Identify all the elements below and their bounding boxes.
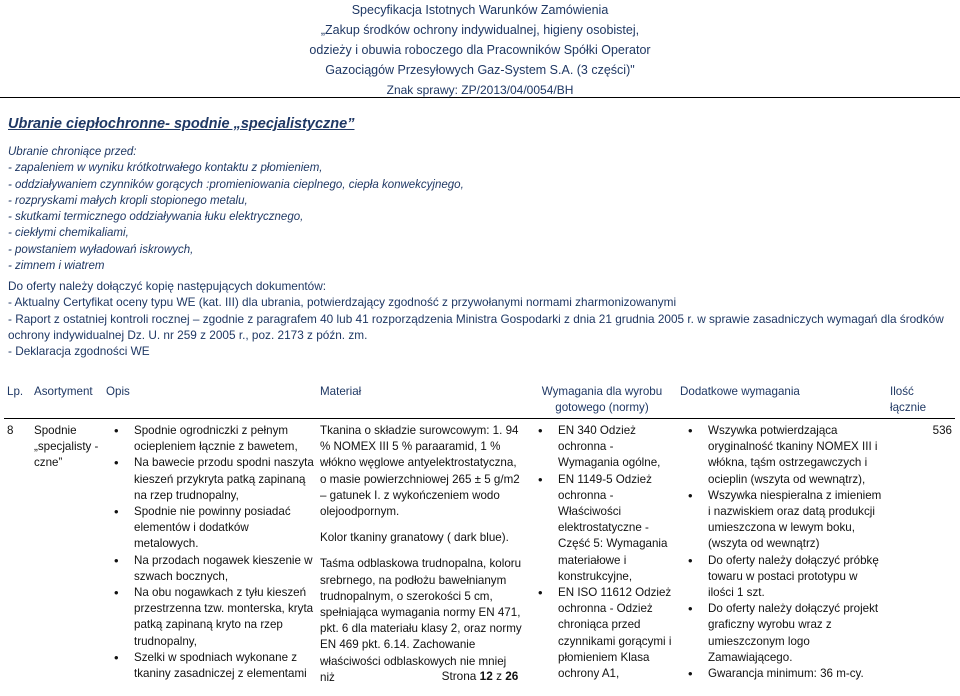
header-line-4: Gazociągów Przesyłowych Gaz-System S.A. (3 części)" [0, 60, 960, 80]
cell-lp: 8 [4, 419, 31, 696]
current-page-number: 12 [480, 669, 493, 683]
document-item: - Deklaracja zgodności WE [8, 343, 952, 359]
norm-item: • EN ISO 11612 Odzież ochronna - Odzież chroniąca przed czynnikami gorącymi i płomieniem Klasa ochrony A1, [558, 585, 674, 682]
footer-separator: z [496, 669, 502, 683]
document-item: - Aktualny Certyfikat oceny typu WE (kat. III) dla ubrania, potwierdzający zgodność z przywołanymi normami zharmonizowanymi [8, 294, 952, 310]
document-item: - Raport z ostatniej kontroli rocznej – zgodnie z paragrafem 40 lub 41 rozporządzenia Ministra Gospodarki z dnia 21 grudnia 2005 r. w sprawie zasadniczych wymagań dla środków ochrony indywidualnej Dz. U. nr 259 z 2005 r., poz. 2173 z późn. zm. [8, 311, 952, 344]
header-opis: Opis [103, 384, 317, 419]
cell-wymagania [527, 419, 677, 696]
specification-table [4, 384, 955, 696]
material-paragraph: Tkanina o składzie surowcowym: 1. 94 % NOMEX III 5 % paraaramid, 1 % włókno węglowe antyelektrostatyczna, o masie powierzchniowej 265 ± 5 g/m2 – gatunek I. z wykończeniem wodo olejoodpornym. [320, 423, 524, 520]
cell-asortyment: Spodnie „specjalisty -czne” [31, 419, 103, 696]
required-documents [8, 278, 952, 359]
header-line-2: „Zakup środków ochrony indywidualnej, higieny osobistej, [0, 20, 960, 40]
header-line-1: Specyfikacja Istotnych Warunków Zamówienia [0, 0, 960, 20]
header-lp: Lp. [4, 384, 31, 419]
hazard-item: - ciekłymi chemikaliami, [8, 225, 464, 241]
opis-item: • Na przodach nogawek kieszenie w szwach bocznych, [134, 553, 314, 585]
hazard-list [8, 144, 464, 274]
documents-intro: Do oferty należy dołączyć kopię następujących dokumentów: [8, 278, 952, 294]
hazard-item: - skutkami termicznego oddziaływania łuku elektrycznego, [8, 209, 464, 225]
header-ilosc: Ilość łącznie [887, 384, 955, 419]
requirement-item: • Wszywka niespieralna z imieniem i nazwiskiem oraz datą produkcji umieszczona w lewym boku, (wszyta od wewnątrz) [708, 488, 884, 553]
footer-prefix: Strona [442, 669, 477, 683]
total-pages: 26 [505, 669, 518, 683]
norm-item: • EN 1149-5 Odzież ochronna - Właściwości elektrostatyczne - Część 5: Wymagania materiałowe i konstrukcyjne, [558, 472, 674, 585]
cell-opis [103, 419, 317, 696]
document-header [0, 0, 960, 100]
norm-item: • EN 340 Odzież ochronna - Wymagania ogólne, [558, 423, 674, 472]
table-row [4, 419, 955, 696]
hazard-item: - zapaleniem w wyniku krótkotrwałego kontaktu z płomieniem, [8, 160, 464, 176]
header-dodatkowe: Dodatkowe wymagania [677, 384, 887, 419]
hazard-intro: Ubranie chroniące przed: [8, 144, 464, 160]
opis-item: • Szelki w spodniach wykonane z tkaniny zasadniczej z elementami [134, 650, 314, 682]
hazard-item: - oddziaływaniem czynników gorących :promieniowania cieplnego, ciepła konwekcyjnego, [8, 177, 464, 193]
header-material: Materiał [317, 384, 527, 419]
cell-dodatkowe [677, 419, 887, 696]
opis-item: • Spodnie nie powinny posiadać elementów i dodatków metalowych. [134, 504, 314, 553]
case-reference: Znak sprawy: ZP/2013/04/0054/BH [0, 80, 960, 100]
requirement-item: • Wszywka potwierdzająca oryginalność tkaniny NOMEX III i włókna, tąśm ostrzegawczych i ocieplin (wszyta od wewnątrz), [708, 423, 884, 488]
cell-material [317, 419, 527, 696]
material-paragraph: Kolor tkaniny granatowy ( dark blue). [320, 530, 524, 546]
cell-ilosc: 536 [887, 419, 955, 696]
hazard-item: - zimnem i wiatrem [8, 258, 464, 274]
table-header-row [4, 384, 955, 419]
requirement-item: • Gwarancja minimum: 36 m-cy. [708, 666, 884, 682]
header-line-3: odzieży i obuwia roboczego dla Pracowników Spółki Operator [0, 40, 960, 60]
section-title: Ubranie ciepłochronne- spodnie „specjalistyczne” [8, 116, 354, 132]
material-paragraph: Taśma odblaskowa trudnopalna, koloru srebrnego, na podłożu bawełnianym trudnopalnym, o szerokości 5 cm, spełniająca wymagania normy EN 471, pkt. 6 dla materiału klasy 2, oraz normy EN 469 pkt. 6.14. Zachowanie właściwości odblaskowych nie mniej niż [320, 556, 524, 686]
hazard-item: - rozpryskami małych kropli stopionego metalu, [8, 193, 464, 209]
hazard-item: - powstaniem wyładowań iskrowych, [8, 242, 464, 258]
header-divider [0, 97, 960, 98]
opis-item: • Spodnie ogrodniczki z pełnym ociepleniem łącznie z bawetem, [134, 423, 314, 455]
page-footer [0, 669, 960, 683]
opis-item: • Na bawecie przodu spodni naszyta kieszeń przykryta patką zapinaną na rzep trudnopalny, [134, 455, 314, 504]
requirement-item: • Do oferty należy dołączyć próbkę towaru w postaci prototypu w ilości 1 szt. [708, 553, 884, 602]
requirement-item: • Do oferty należy dołączyć projekt graficzny wyrobu wraz z umieszczonym logo Zamawiającego. [708, 601, 884, 666]
header-wymagania: Wymagania dla wyrobu gotowego (normy) [527, 384, 677, 419]
header-asortyment: Asortyment [31, 384, 103, 419]
opis-item: • Na obu nogawkach z tyłu kieszeń przestrzenna tzw. monterska, kryta patką zapinaną kryto na rzep trudnopalny, [134, 585, 314, 650]
